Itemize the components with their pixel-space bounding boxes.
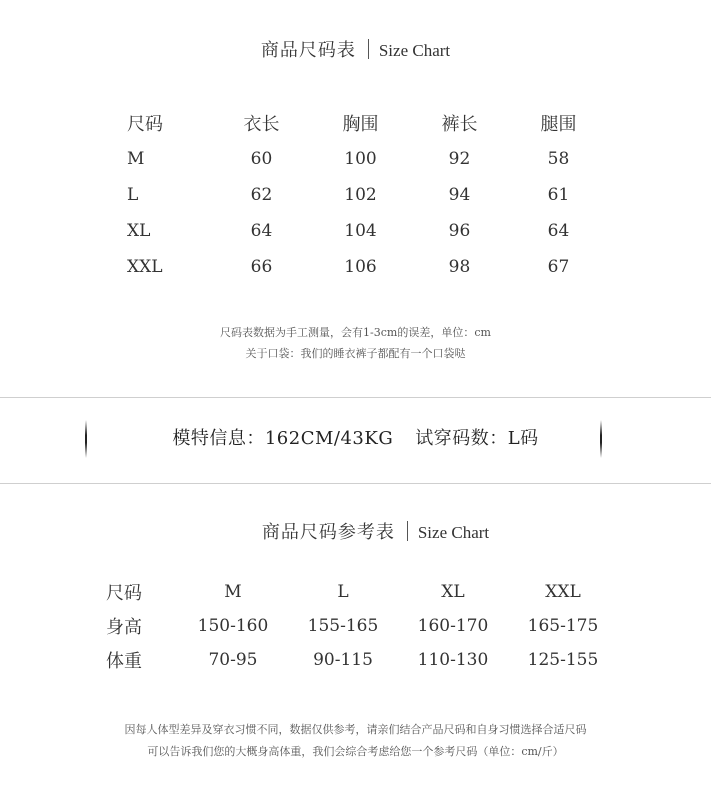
table-row xyxy=(113,213,608,249)
table-cell: 110-130 xyxy=(417,650,489,670)
table-cell: 100 xyxy=(344,149,377,169)
size-chart-title xyxy=(0,36,711,62)
measurement-note: 尺码表数据为手工测量，会有1-3cm的误差，单位：cm xyxy=(220,326,491,339)
table-cell: 94 xyxy=(448,185,471,205)
reference-disclaimer: 因每人体型差异及穿衣习惯不同，数据仅供参考，请亲们结合产品尺码和自身习惯选择合适尺码 xyxy=(124,723,587,736)
table-cell: 92 xyxy=(448,149,471,169)
row-label-weight: 体重 xyxy=(106,651,142,672)
table-cell: 125-155 xyxy=(527,650,599,670)
reference-chart-title-en: Size Chart xyxy=(417,523,490,542)
table-cell: 64 xyxy=(250,221,273,241)
table-cell: 155-165 xyxy=(307,616,379,636)
table-row xyxy=(96,643,618,677)
table-row xyxy=(113,177,608,213)
model-measurements: 模特信息：162CM/43KG xyxy=(172,428,394,449)
table-cell: 61 xyxy=(547,185,570,205)
table-cell: 98 xyxy=(448,257,471,277)
title-separator xyxy=(407,521,408,541)
size-chart-title-en: Size Chart xyxy=(378,41,451,60)
header-length: 衣长 xyxy=(243,114,280,135)
model-fit-size: 试穿码数：L码 xyxy=(415,428,539,449)
table-cell: 58 xyxy=(547,149,570,169)
table-cell: M xyxy=(127,149,145,169)
table-cell: XXL xyxy=(127,257,163,277)
table-cell: 64 xyxy=(547,221,570,241)
model-info xyxy=(0,424,711,450)
table-cell: 67 xyxy=(547,257,570,277)
table-cell: 60 xyxy=(250,149,273,169)
table-cell: 70-95 xyxy=(208,650,258,670)
header-xl: XL xyxy=(441,582,465,602)
header-m: M xyxy=(224,582,242,602)
table-cell: 62 xyxy=(250,185,273,205)
table-cell: 165-175 xyxy=(527,616,599,636)
table-cell: 102 xyxy=(344,185,377,205)
table-cell: 90-115 xyxy=(313,650,373,670)
table-cell: 66 xyxy=(250,257,273,277)
table-row xyxy=(113,141,608,177)
table-cell: L xyxy=(127,185,139,205)
table-header-row xyxy=(96,575,618,609)
table-cell: 150-160 xyxy=(197,616,269,636)
reference-chart-title xyxy=(20,518,711,544)
header-size: 尺码 xyxy=(106,583,142,604)
header-size: 尺码 xyxy=(127,114,163,135)
header-xxl: XXL xyxy=(545,582,581,602)
header-leg: 腿围 xyxy=(540,114,577,135)
header-chest: 胸围 xyxy=(342,114,379,135)
pocket-note: 关于口袋：我们的睡衣裤子都配有一个口袋哒 xyxy=(245,347,466,360)
table-cell: XL xyxy=(127,221,151,241)
table-cell: 104 xyxy=(344,221,377,241)
row-label-height: 身高 xyxy=(106,617,142,638)
reference-chart-title-cn: 商品尺码参考表 xyxy=(261,522,395,543)
title-separator xyxy=(368,39,369,59)
table-cell: 160-170 xyxy=(417,616,489,636)
table-header-row xyxy=(113,105,608,141)
header-pants-length: 裤长 xyxy=(441,114,478,135)
header-l: L xyxy=(337,582,349,602)
table-row xyxy=(113,249,608,285)
divider-top xyxy=(0,397,711,398)
size-chart-table xyxy=(113,105,608,285)
reference-contact-note: 可以告诉我们您的大概身高体重，我们会综合考虑给您一个参考尺码（单位：cm/斤） xyxy=(147,745,564,758)
divider-bottom xyxy=(0,483,711,484)
size-chart-title-cn: 商品尺码表 xyxy=(260,40,356,61)
table-row xyxy=(96,609,618,643)
reference-chart-table xyxy=(96,575,618,677)
table-cell: 106 xyxy=(344,257,377,277)
table-cell: 96 xyxy=(448,221,471,241)
